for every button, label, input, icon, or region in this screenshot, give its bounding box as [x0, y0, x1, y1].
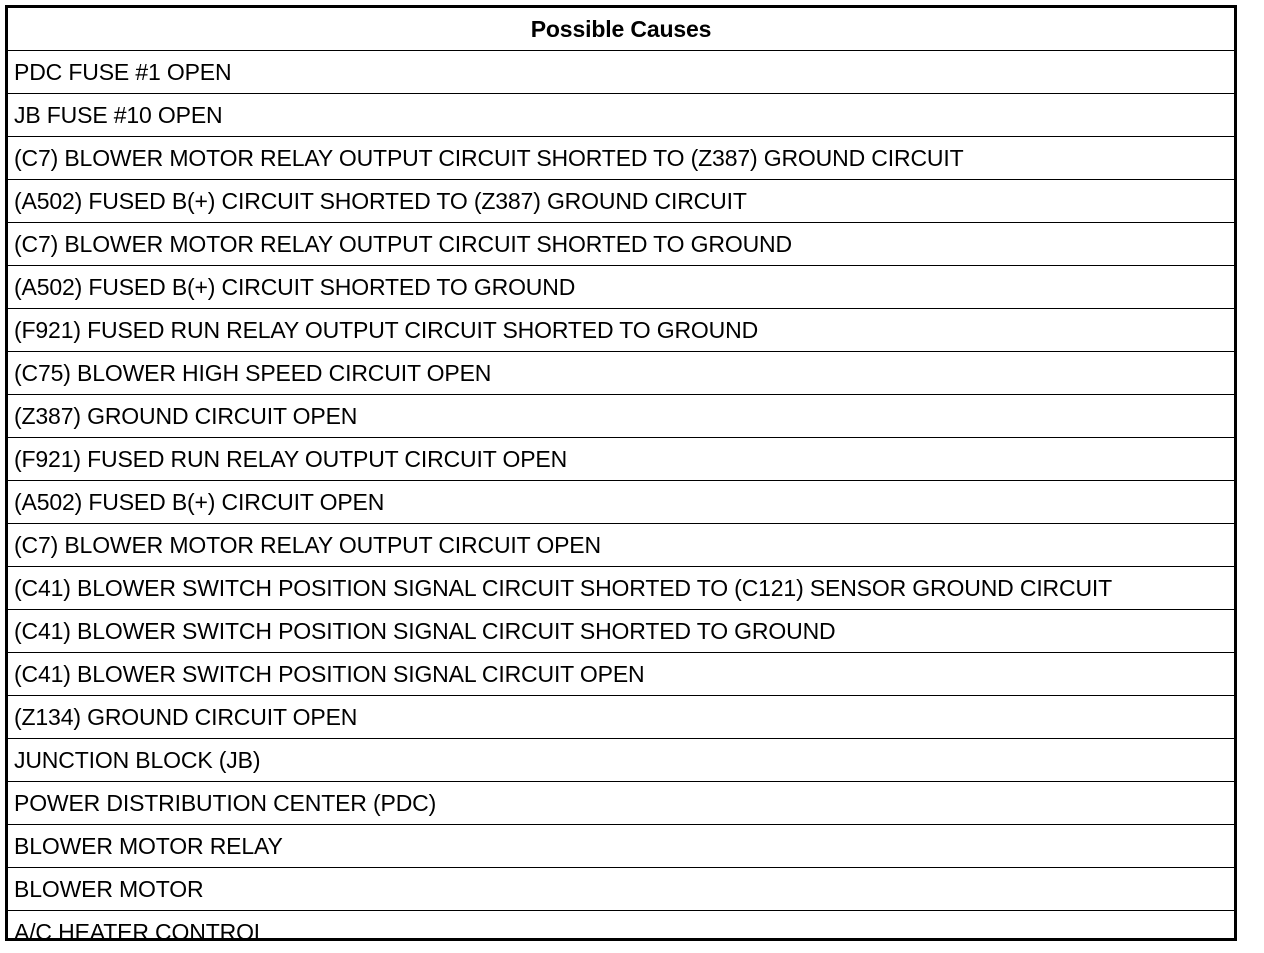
table-row — [8, 696, 1234, 739]
table-cell: (A502) FUSED B(+) CIRCUIT SHORTED TO GROUND — [8, 266, 1234, 309]
table-row — [8, 266, 1234, 309]
table-cell: (F921) FUSED RUN RELAY OUTPUT CIRCUIT OPEN — [8, 438, 1234, 481]
table-cell: (C7) BLOWER MOTOR RELAY OUTPUT CIRCUIT SHORTED TO GROUND — [8, 223, 1234, 266]
table-cell: BLOWER MOTOR RELAY — [8, 825, 1234, 868]
table-cell: A/C HEATER CONTROL — [8, 911, 1234, 953]
table-header-row — [8, 8, 1234, 51]
table-row — [8, 567, 1234, 610]
table-cell: BLOWER MOTOR — [8, 868, 1234, 911]
table-cell: (F921) FUSED RUN RELAY OUTPUT CIRCUIT SHORTED TO GROUND — [8, 309, 1234, 352]
table-cell: (A502) FUSED B(+) CIRCUIT OPEN — [8, 481, 1234, 524]
table-cell: (C7) BLOWER MOTOR RELAY OUTPUT CIRCUIT SHORTED TO (Z387) GROUND CIRCUIT — [8, 137, 1234, 180]
possible-causes-table-frame — [5, 5, 1237, 941]
table-cell: (C75) BLOWER HIGH SPEED CIRCUIT OPEN — [8, 352, 1234, 395]
table-row — [8, 610, 1234, 653]
table-cell: (Z387) GROUND CIRCUIT OPEN — [8, 395, 1234, 438]
table-cell: POWER DISTRIBUTION CENTER (PDC) — [8, 782, 1234, 825]
table-row — [8, 653, 1234, 696]
table-cell: (Z134) GROUND CIRCUIT OPEN — [8, 696, 1234, 739]
table-row — [8, 481, 1234, 524]
table-row — [8, 51, 1234, 94]
table-cell: JUNCTION BLOCK (JB) — [8, 739, 1234, 782]
table-row — [8, 180, 1234, 223]
table-cell: (C41) BLOWER SWITCH POSITION SIGNAL CIRCUIT SHORTED TO GROUND — [8, 610, 1234, 653]
table-cell: (C41) BLOWER SWITCH POSITION SIGNAL CIRCUIT OPEN — [8, 653, 1234, 696]
table-row — [8, 911, 1234, 953]
table-row — [8, 223, 1234, 266]
table-row — [8, 137, 1234, 180]
table-row — [8, 739, 1234, 782]
table-row — [8, 438, 1234, 481]
table-cell: (A502) FUSED B(+) CIRCUIT SHORTED TO (Z387) GROUND CIRCUIT — [8, 180, 1234, 223]
table-row — [8, 825, 1234, 868]
table-cell: PDC FUSE #1 OPEN — [8, 51, 1234, 94]
possible-causes-table — [8, 8, 1234, 953]
table-header: Possible Causes — [8, 8, 1234, 51]
table-cell: JB FUSE #10 OPEN — [8, 94, 1234, 137]
table-row — [8, 395, 1234, 438]
table-cell: (C41) BLOWER SWITCH POSITION SIGNAL CIRCUIT SHORTED TO (C121) SENSOR GROUND CIRCUIT — [8, 567, 1234, 610]
table-row — [8, 782, 1234, 825]
table-row — [8, 309, 1234, 352]
table-row — [8, 868, 1234, 911]
table-row — [8, 94, 1234, 137]
table-row — [8, 524, 1234, 567]
table-row — [8, 352, 1234, 395]
table-cell: (C7) BLOWER MOTOR RELAY OUTPUT CIRCUIT OPEN — [8, 524, 1234, 567]
